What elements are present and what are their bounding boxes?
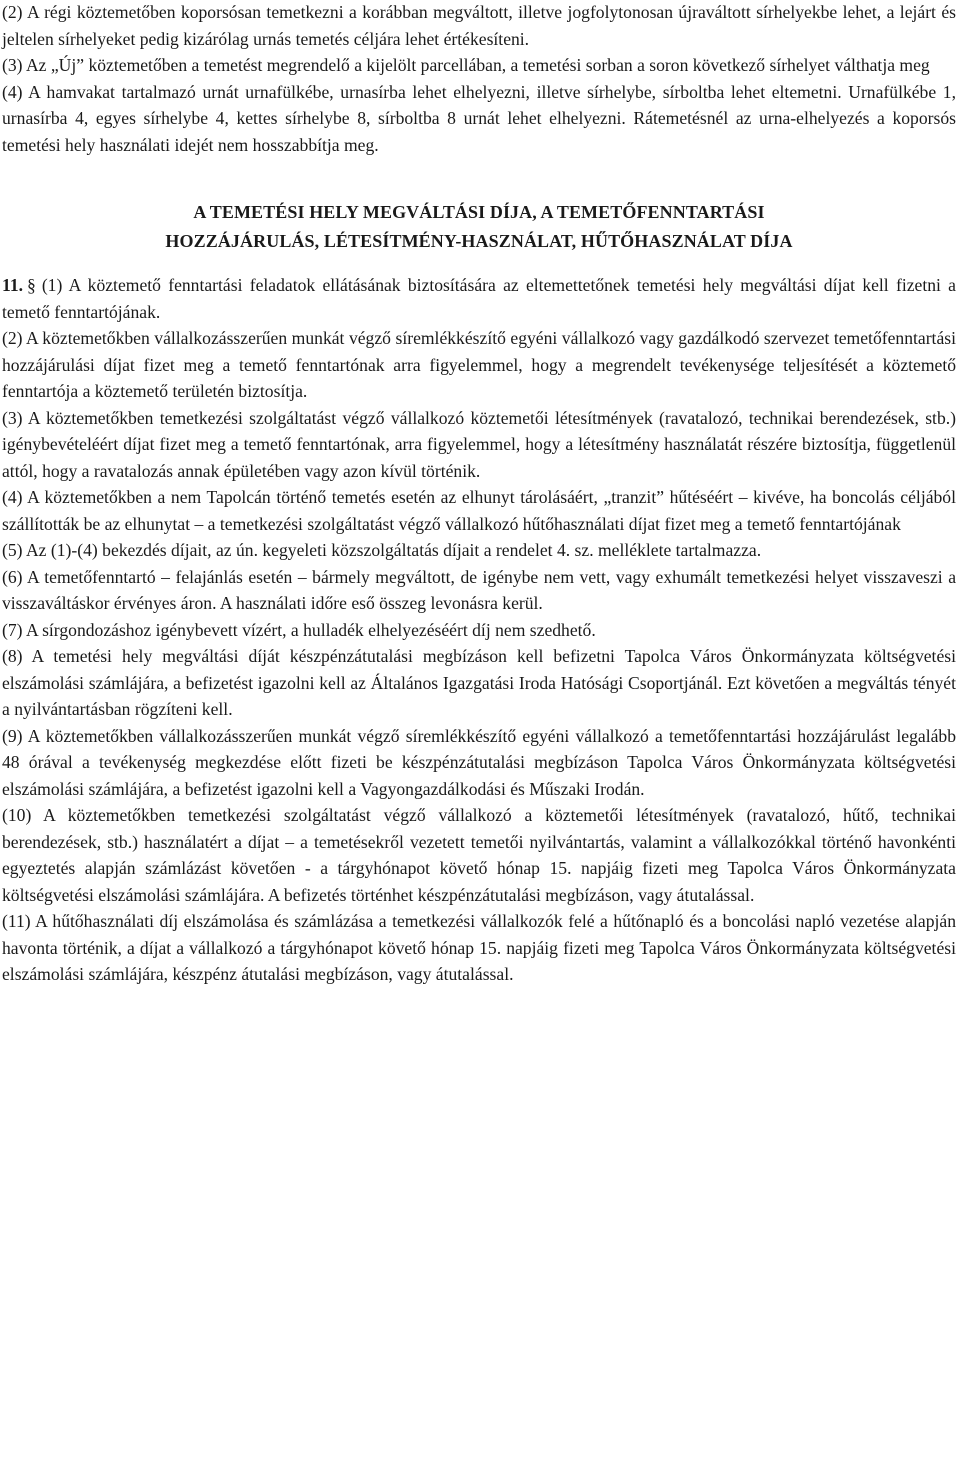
section-11-paragraph-5: (5) Az (1)-(4) bekezdés díjait, az ún. kegyeleti közszolgáltatás díjait a rendelet 4. sz. melléklete tartalmazza. [2,540,762,560]
section-11-paragraph-3: (3) A köztemetőkben temetkezési szolgáltatást végző vállalkozó köztemetői létesítmények (ravatalozó, technikai berendezések, stb.) igénybevételéért díjat fizet meg a temető fenntartónak, arra figyelemmel, hogy a létesítmény használatát részére biztosítja, függetlenül attól, hogy a ravatalozás annak épületében vagy azon kívül történik. [2,407,956,481]
section-11-paragraph-8: (8) A temetési hely megváltási díját készpénzátutalási megbízáson kell befizetni Tapolca Város Önkormányzata költségvetési elszámolási számlájára, a befizetést igazolni kell az Általános Igazgatási Iroda Hatósági Csoportjánál. Ezt követően a megváltás tényét a nyilvántartásban rögzíteni kell. [2,646,956,719]
section-heading [2,198,956,256]
section-11-paragraph-2: (2) A köztemetőkben vállalkozásszerűen munkát végző síremlékkészítő egyéni vállalkozó vagy gazdálkodó szervezet temetőfenntartási hozzájárulási díjat fizet meg a temető fenntartónak arra figyelemmel, hogy a megrendelt tevékenysége teljesítését a köztemető fenntartója a köztemető területén biztosítja. [2,328,956,401]
section-sign: § [27,275,36,295]
paragraph-2: (2) A régi köztemetőben koporsósan temetkezni a korábban megváltott, illetve jogfolytonosan újraváltott sírhelyekbe lehet, a lejárt és jeltelen sírhelyeket pedig kizárólag urnás temetés céljára lehet értékesíteni. [2,2,956,49]
section-heading-line-2: HOZZÁJÁRULÁS, LÉTESÍTMÉNY-HASZNÁLAT, HŰTŐHASZNÁLAT DÍJA [165,231,793,251]
section-11-paragraph-10: (10) A köztemetőkben temetkezési szolgáltatást végző vállalkozó a köztemetői létesítmények (ravatalozó, hűtő, technikai berendezések, stb.) használatért a díjat – a temetésekről vezetett temetői nyilvántartás, valamint a vállalkozókkal történő havonkénti egyeztetés alapján számlázást követően - a tárgyhónapot követő hónap 15. napjáig fizeti meg Tapolca Város Önkormányzata költségvetési elszámolási számlájára. A befizetés történhet készpénzátutalási megbízáson, vagy átutalással. [2,805,956,905]
section-11-paragraph-11: (11) A hűtőhasználati díj elszámolása és számlázása a temetkezési vállalkozók felé a hűtőnapló és a boncolási napló vezetése alapján havonta történik, a díjat a vállalkozó a tárgyhónapot követő hónap 15. napjáig fizeti meg Tapolca Város Önkormányzata költségvetési elszámolási számlájára, készpénz átutalási megbízáson, vagy átutalással. [2,911,956,984]
paragraph-4: (4) A hamvakat tartalmazó urnát urnafülkébe, urnasírba lehet elhelyezni, illetve sírhelybe, sírboltba lehet eltemetni. Urnafülkébe 1, urnasírba 4, egyes sírhelybe 4, kettes sírhelybe 8, sírboltba 8 urnát lehet elhelyezni. Rátemetésnél az urna-elhelyezés a koporsós temetési hely használati idejét nem hosszabbítja meg. [2,81,956,155]
section-11-paragraph-4: (4) A köztemetőkben a nem Tapolcán történő temetés esetén az elhunyt tárolásáért, „tranzit” hűtéséért – kivéve, ha boncolás céljából szállították be az elhunytat – a temetkezési szolgáltatást végző vállalkozó hűtőhasználati díjat fizet meg a temető fenntartójának [2,487,956,534]
section-11-paragraph-9: (9) A köztemetőkben vállalkozásszerűen munkát végző síremlékkészítő egyéni vállalkozó a temetőfenntartási hozzájárulást legalább 48 órával a tevékenység megkezdése előtt fizeti be készpénzátutalási megbízáson Tapolca Város Önkormányzata költségvetési elszámolási számlájára, a befizetést igazolni kell a Vagyongazdálkodási és Műszaki Irodán. [2,725,956,799]
section-11-paragraph-7: (7) A sírgondozáshoz igénybevett vízért, a hulladék elhelyezéséért díj nem szedhető. [2,619,596,640]
document-page [2,0,956,988]
paragraph-3: (3) Az „Új” köztemetőben a temetést megrendelő a kijelölt parcellában, a temetési sorban a soron következő sírhelyet válthatja meg [2,55,930,75]
section-11-paragraph-6: (6) A temetőfenntartó – felajánlás esetén – bármely megváltott, de igénybe nem vett, vagy exhumált temetkezési helyet visszaveszi a visszaváltáskor érvényes áron. A használati időre eső összeg levonásra kerül. [2,566,956,613]
section-11-paragraph-1-text: (1) A köztemető fenntartási feladatok ellátásának biztosítására az eltemettetőnek temetési hely megváltási díjat kell fizetni a temető fenntartójának. [2,275,956,322]
section-spacer [2,158,956,198]
section-11-paragraph-1 [2,272,956,325]
section-heading-line-1: A TEMETÉSI HELY MEGVÁLTÁSI DÍJA, A TEMETŐFENNTARTÁSI [193,202,765,222]
section-number: 11. [2,275,24,295]
